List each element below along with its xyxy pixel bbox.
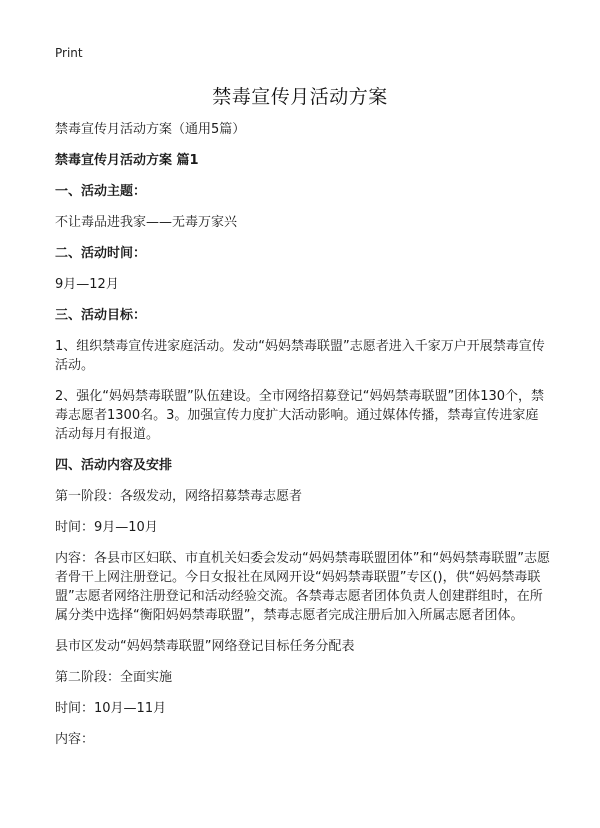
heading-arrangement: 四、活动内容及安排: [55, 458, 173, 473]
doc-subtitle: 禁毒宣传月活动方案（通用5篇）: [55, 122, 246, 137]
assignment-table-caption: 县市区发动“妈妈禁毒联盟”网络登记目标任务分配表: [55, 639, 355, 654]
goal-paragraph-1: 1、组织禁毒宣传进家庭活动。发动“妈妈禁毒联盟”志愿者进入千家万户开展禁毒宣传活动。: [55, 339, 545, 373]
heading-theme: 一、活动主题：: [55, 184, 147, 199]
goal-paragraph-2: 2、强化“妈妈禁毒联盟”队伍建设。全市网络招募登记“妈妈禁毒联盟”团体130个，禁毒志愿者1300名。3。加强宣传力度扩大活动影响。通过媒体传播，禁毒宣传进家庭活动每月有报道。: [55, 389, 545, 442]
document-body: [55, 120, 550, 761]
section-heading-part1: 禁毒宣传月活动方案 篇1: [55, 153, 199, 168]
stage-1-content: 内容：各县市区妇联、市直机关妇委会发动“妈妈禁毒联盟团体”和“妈妈禁毒联盟”志愿者骨干上网注册登记。今日女报社在凤网开设“妈妈禁毒联盟”专区()，供“妈妈禁毒联盟”志愿者网络注册登记和活动经验交流。各禁毒志愿者团体负责人创建群组时，在所属分类中选择“衡阳妈妈禁毒联盟”，禁毒志愿者完成注册后加入所属志愿者团体。: [55, 551, 550, 623]
stage-1-time: 时间：9月—10月: [55, 520, 158, 535]
heading-time: 二、活动时间：: [55, 246, 147, 261]
stage-2-content-label: 内容：: [55, 732, 95, 747]
stage-2-time: 时间：10月—11月: [55, 701, 167, 716]
heading-goals: 三、活动目标：: [55, 308, 147, 323]
page-title: 禁毒宣传月活动方案: [212, 86, 388, 108]
theme-text: 不让毒品进我家——无毒万家兴: [55, 215, 238, 230]
stage-1-title: 第一阶段：各级发动，网络招募禁毒志愿者: [55, 489, 303, 504]
print-label: Print: [55, 46, 83, 60]
stage-2-title: 第二阶段：全面实施: [55, 670, 173, 685]
time-text: 9月—12月: [55, 277, 119, 292]
